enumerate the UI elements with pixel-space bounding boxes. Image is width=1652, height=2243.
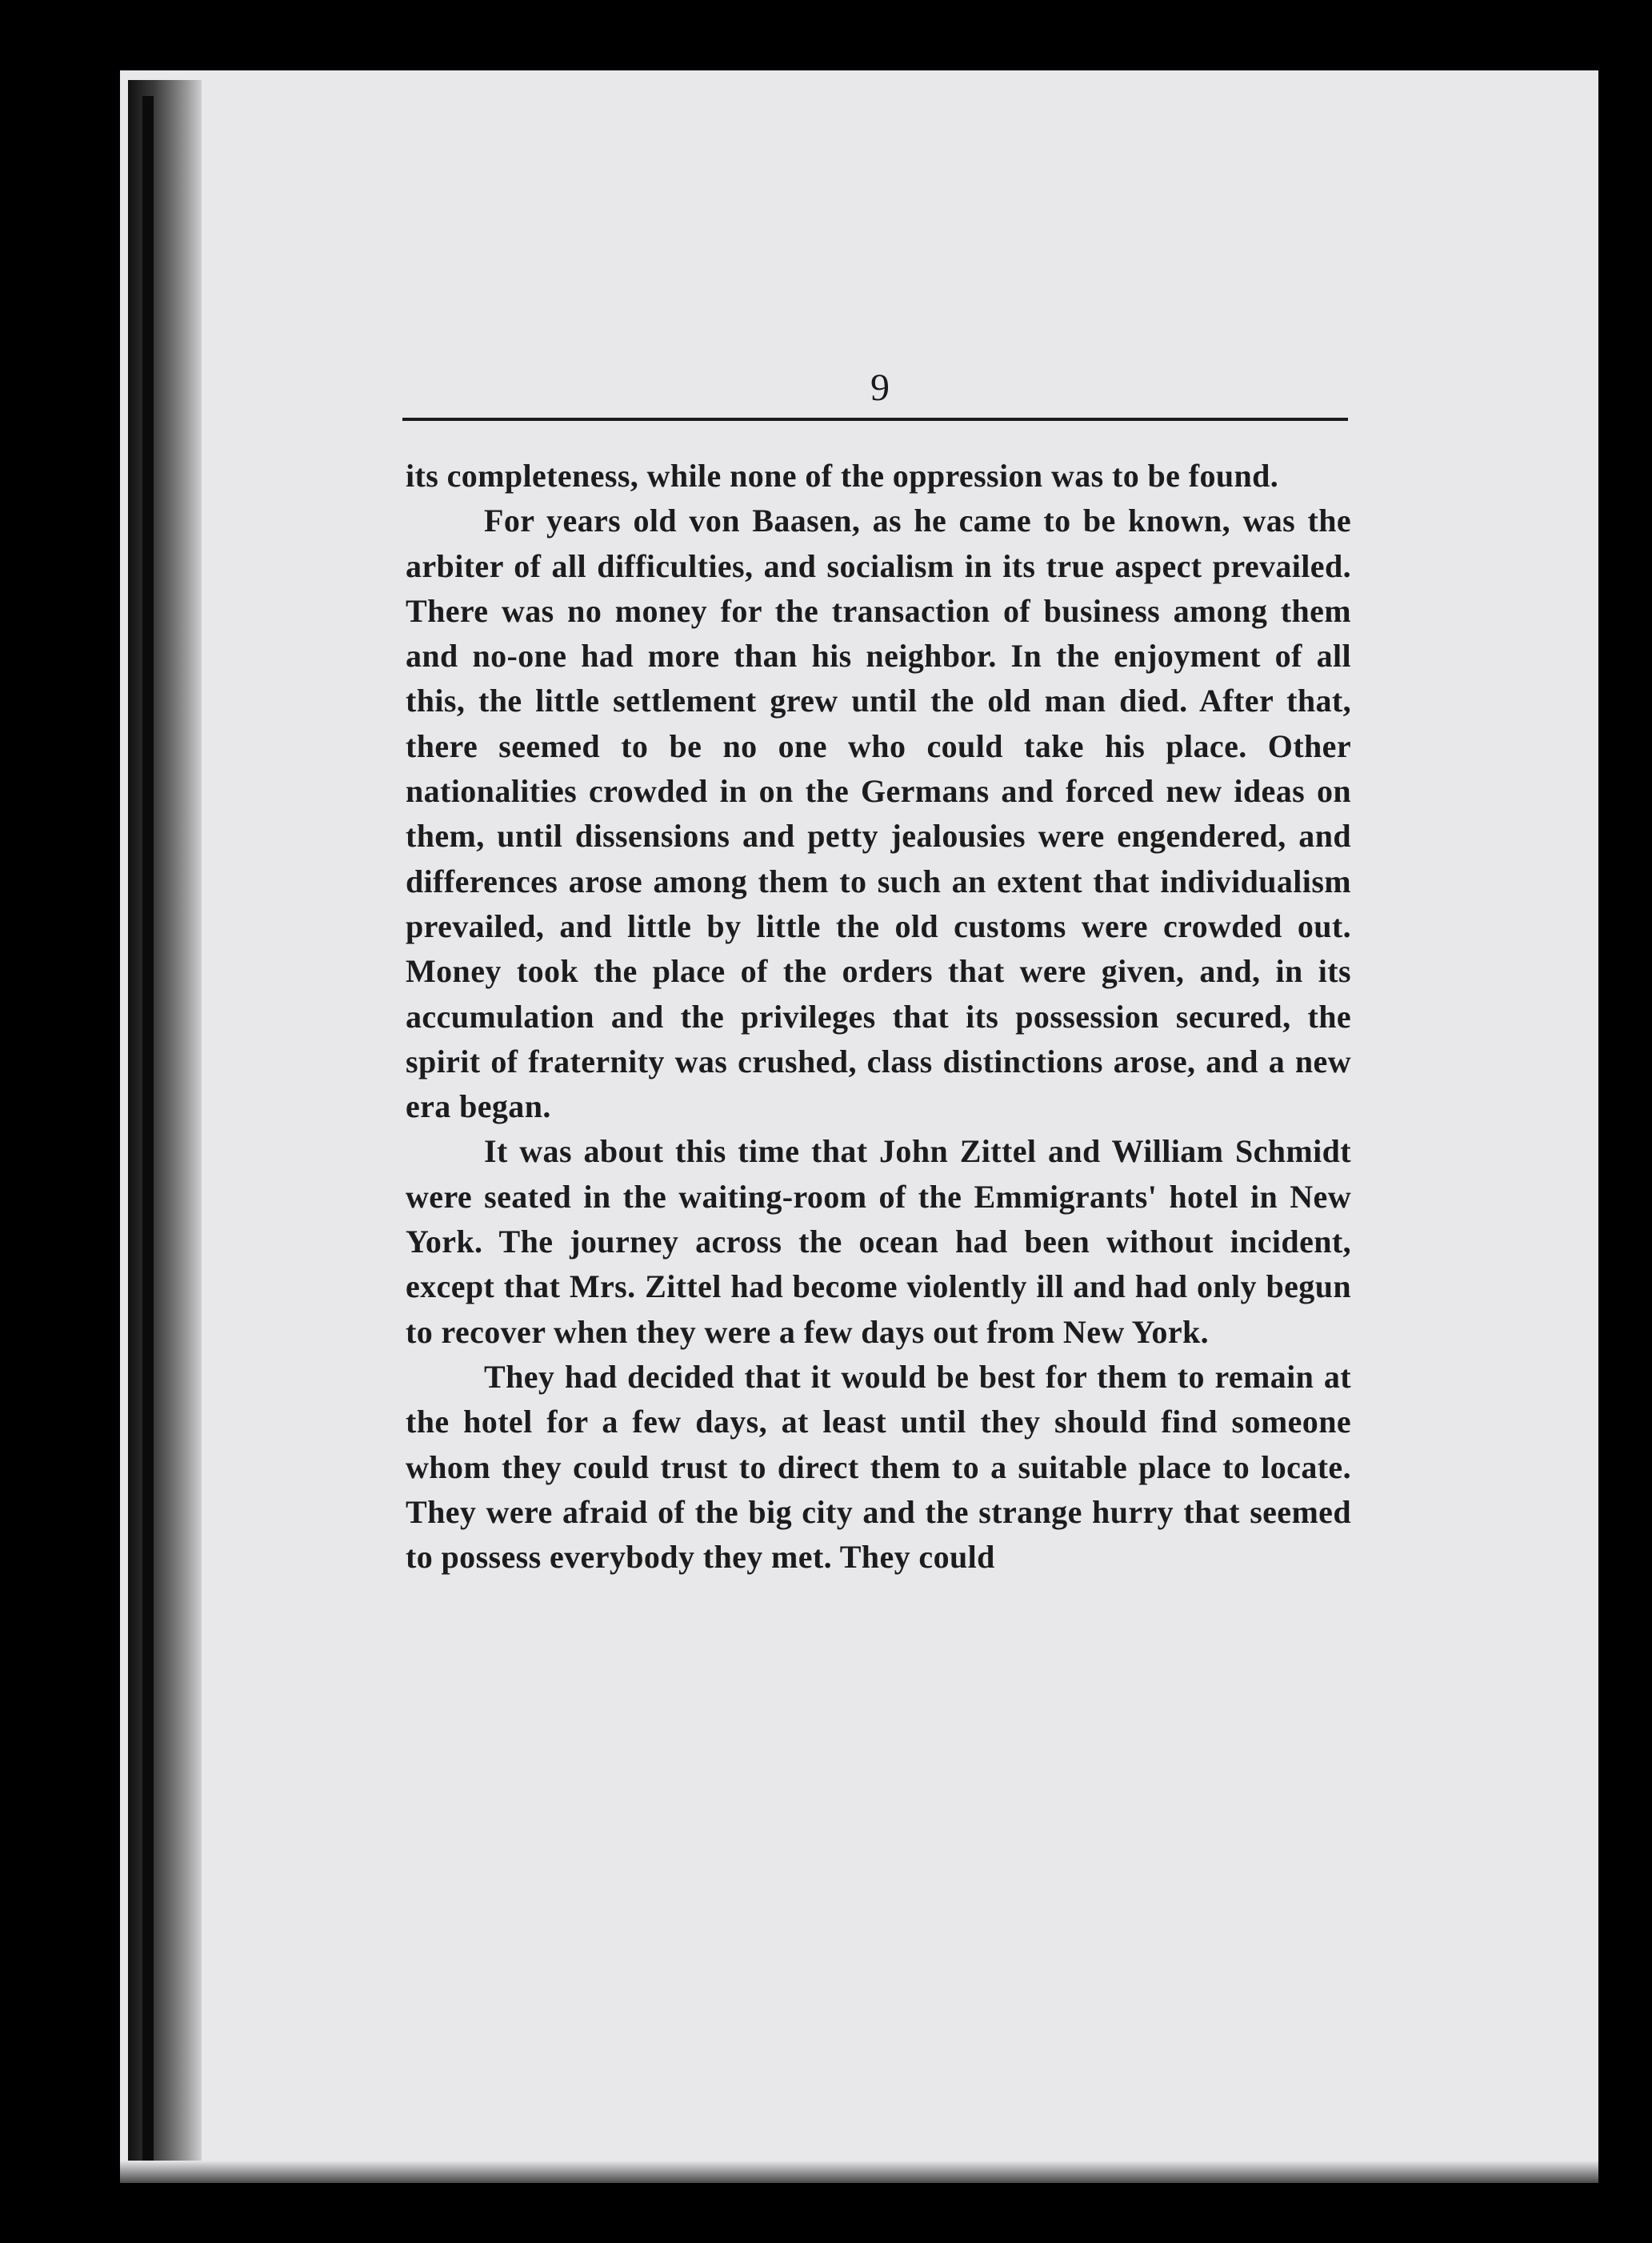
page-bottom-shadow — [120, 2161, 1598, 2183]
body-text — [406, 454, 1351, 1580]
page-number: 9 — [870, 366, 890, 409]
book-spine-shadow — [128, 80, 202, 2177]
book-binding-edge — [142, 96, 154, 2161]
paragraph: They had decided that it would be best for them to remain at the hotel for a few days, at least until they should find someone whom they could trust to direct them to a suitable place to locate. They were afraid of the big city and the strange hurry that seemed to possess everybody they met. They could — [406, 1358, 1351, 1576]
paragraph: its completeness, while none of the oppression was to be found. — [406, 458, 1279, 494]
paragraph: It was about this time that John Zittel and William Schmidt were seated in the waiting-room of the Emmigrants' hotel in New York. The journey across the ocean had been without incident, except that Mrs. Zittel had become violently ill and had only begun to recover when they were a few days out from New York. — [406, 1133, 1351, 1350]
paragraph: For years old von Baasen, as he came to be known, was the arbiter of all difficulties, and socialism in its true aspect prevailed. There was no money for the transaction of business among them and no-one had more than his neighbor. In the enjoyment of all this, the little settlement grew until the old man died. After that, there seemed to be no one who could take his place. Other nationalities crowded in on the Germans and forced new ideas on them, until dissensions and petty jealousies were engendered, and differences arose among them to such an extent that individualism prevailed, and little by little the old customs were crowded out. Money took the place of the orders that were given, and, in its accumulation and the privileges that its possession secured, the spirit of fraternity was crushed, class distinctions arose, and a new era began. — [406, 503, 1351, 1125]
header-rule — [402, 418, 1348, 421]
